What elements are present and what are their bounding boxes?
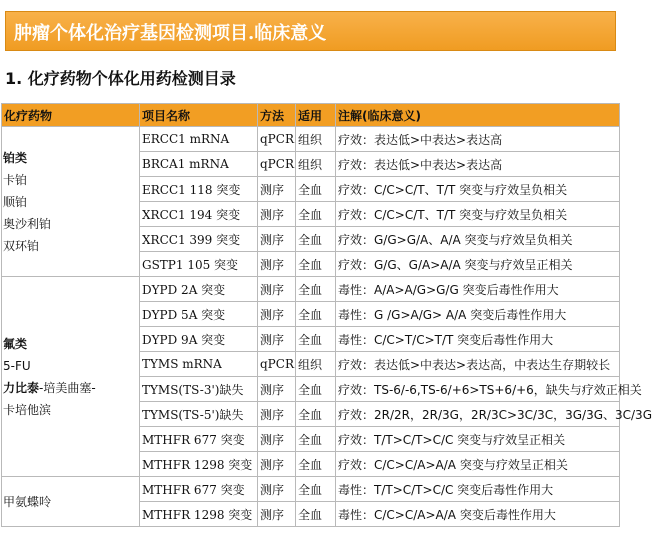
note-cell: 疗效：表达低>中表达>表达高 <box>336 152 620 177</box>
note-cell: 疗效：C/C>C/A>A/A 突变与疗效呈正相关 <box>336 452 620 477</box>
note-cell: 毒性：A/A>A/G>G/G 突变后毒性作用大 <box>336 277 620 302</box>
sample-cell: 组织 <box>296 152 336 177</box>
banner-title: 肿瘤个体化治疗基因检测项目.临床意义 <box>14 23 327 44</box>
method-cell: 测序 <box>258 252 296 277</box>
item-cell: BRCA1 mRNA <box>140 152 258 177</box>
note-cell: 疗效：C/C>C/T、T/T 突变与疗效呈负相关 <box>336 177 620 202</box>
item-cell: DYPD 5A 突变 <box>140 302 258 327</box>
item-cell: XRCC1 399 突变 <box>140 227 258 252</box>
sample-cell: 全血 <box>296 502 336 527</box>
item-cell: DYPD 9A 突变 <box>140 327 258 352</box>
drug-cell <box>2 277 140 477</box>
sample-cell: 全血 <box>296 402 336 427</box>
header-drug: 化疗药物 <box>2 104 140 127</box>
note-cell: 疗效：G/G、G/A>A/A 突变与疗效呈正相关 <box>336 252 620 277</box>
title-banner <box>5 11 616 51</box>
header-item: 项目名称 <box>140 104 258 127</box>
drug-name: 5-FU <box>3 358 31 373</box>
sample-cell: 全血 <box>296 177 336 202</box>
item-cell: ERCC1 mRNA <box>140 127 258 152</box>
method-cell: 测序 <box>258 277 296 302</box>
section-heading: 1. 化疗药物个体化用药检测目录 <box>5 69 236 88</box>
note-cell: 毒性：G /G>A/G> A/A 突变后毒性作用大 <box>336 302 620 327</box>
header-sample: 适用 <box>296 104 336 127</box>
sample-cell: 组织 <box>296 127 336 152</box>
method-cell: 测序 <box>258 327 296 352</box>
note-cell: 疗效：表达低>中表达>表达高 <box>336 127 620 152</box>
note-cell: 疗效：2R/2R，2R/3G，2R/3C>3C/3C，3G/3G、3C/3G <box>336 402 620 427</box>
method-cell: 测序 <box>258 177 296 202</box>
sample-cell: 全血 <box>296 277 336 302</box>
sample-cell: 全血 <box>296 202 336 227</box>
note-cell: 毒性：C/C>C/A>A/A 突变后毒性作用大 <box>336 502 620 527</box>
note-cell: 毒性：T/T>C/T>C/C 突变后毒性作用大 <box>336 477 620 502</box>
method-cell: 测序 <box>258 452 296 477</box>
item-cell: TYMS(TS-3')缺失 <box>140 377 258 402</box>
method-cell: 测序 <box>258 477 296 502</box>
method-cell: 测序 <box>258 227 296 252</box>
drug-cell <box>2 127 140 277</box>
sample-cell: 全血 <box>296 377 336 402</box>
sample-cell: 全血 <box>296 327 336 352</box>
item-cell: TYMS mRNA <box>140 352 258 377</box>
note-cell: 疗效：TS-6/-6,TS-6/+6>TS+6/+6，缺失与疗效正相关 <box>336 377 620 402</box>
drug-name: 卡培他滨 <box>3 402 52 417</box>
item-cell: XRCC1 194 突变 <box>140 202 258 227</box>
drug-name: 力比泰-培美曲塞- <box>3 380 96 395</box>
item-cell: MTHFR 1298 突变 <box>140 452 258 477</box>
sample-cell: 组织 <box>296 352 336 377</box>
table-row <box>2 127 620 152</box>
note-cell: 疗效：T/T>C/T>C/C 突变与疗效呈正相关 <box>336 427 620 452</box>
drug-name: 甲氨蝶呤 <box>3 494 52 509</box>
header-method: 方法 <box>258 104 296 127</box>
sample-cell: 全血 <box>296 252 336 277</box>
table-header-row <box>2 104 620 127</box>
note-cell: 疗效：表达低>中表达>表达高，中表达生存期较长 <box>336 352 620 377</box>
drug-name: 奥沙利铂 <box>3 216 52 231</box>
method-cell: qPCR <box>258 127 296 152</box>
item-cell: TYMS(TS-5')缺失 <box>140 402 258 427</box>
note-cell: 疗效：G/G>G/A、A/A 突变与疗效呈负相关 <box>336 227 620 252</box>
drug-name: 顺铂 <box>3 194 28 209</box>
sample-cell: 全血 <box>296 227 336 252</box>
item-cell: DYPD 2A 突变 <box>140 277 258 302</box>
sample-cell: 全血 <box>296 477 336 502</box>
method-cell: 测序 <box>258 302 296 327</box>
note-cell: 毒性：C/C>T/C>T/T 突变后毒性作用大 <box>336 327 620 352</box>
drug-name: 卡铂 <box>3 172 28 187</box>
item-cell: MTHFR 1298 突变 <box>140 502 258 527</box>
drug-cell <box>2 477 140 527</box>
drug-test-table <box>1 103 652 527</box>
note-cell: 疗效：C/C>C/T、T/T 突变与疗效呈负相关 <box>336 202 620 227</box>
method-cell: 测序 <box>258 427 296 452</box>
method-cell: 测序 <box>258 502 296 527</box>
table-row <box>2 477 620 502</box>
header-note: 注解(临床意义) <box>336 104 620 127</box>
item-cell: MTHFR 677 突变 <box>140 477 258 502</box>
drug-name: 双环铂 <box>3 238 40 253</box>
sample-cell: 全血 <box>296 452 336 477</box>
sample-cell: 全血 <box>296 427 336 452</box>
drug-name: 铂类 <box>3 150 28 165</box>
item-cell: GSTP1 105 突变 <box>140 252 258 277</box>
sample-cell: 全血 <box>296 302 336 327</box>
drug-name: 氟类 <box>3 336 28 351</box>
item-cell: ERCC1 118 突变 <box>140 177 258 202</box>
item-cell: MTHFR 677 突变 <box>140 427 258 452</box>
method-cell: 测序 <box>258 377 296 402</box>
table-row <box>2 277 620 302</box>
method-cell: qPCR <box>258 352 296 377</box>
method-cell: 测序 <box>258 402 296 427</box>
method-cell: 测序 <box>258 202 296 227</box>
method-cell: qPCR <box>258 152 296 177</box>
